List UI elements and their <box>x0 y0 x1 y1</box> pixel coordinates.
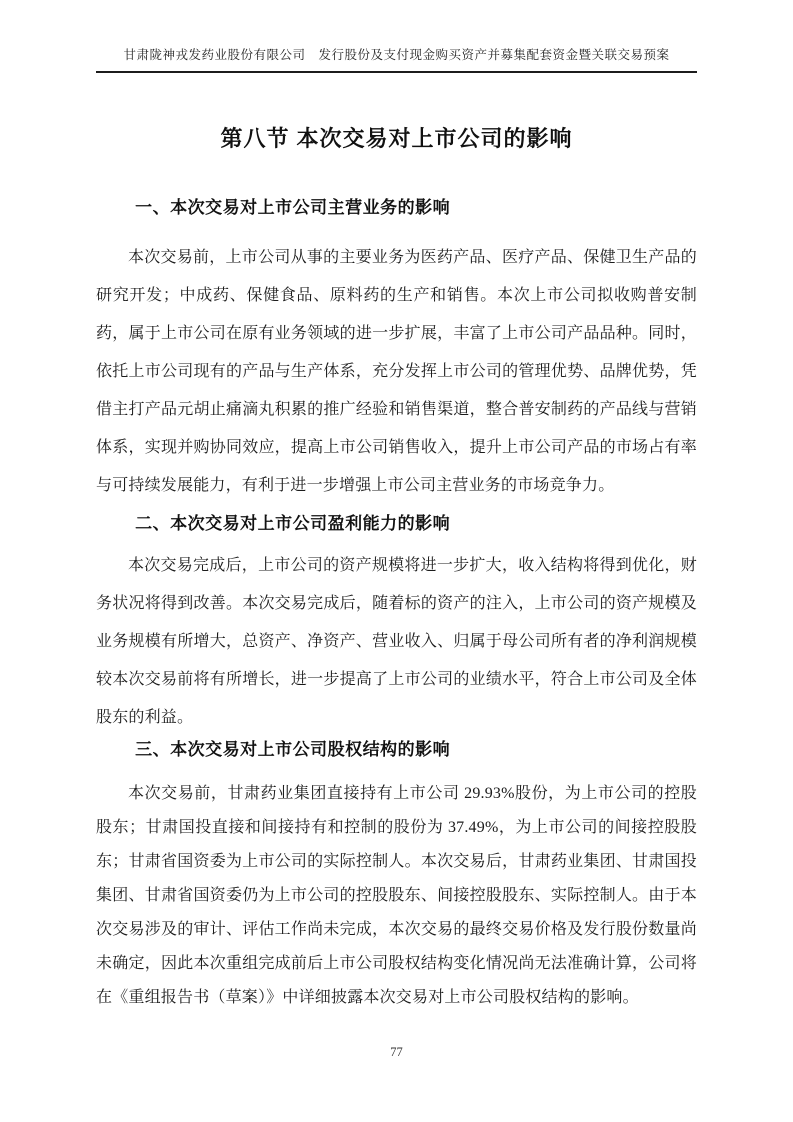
section-paragraph-2: 本次交易完成后，上市公司的资产规模将进一步扩大，收入结构将得到优化，财务状况将得到改善。本次交易完成后，随着标的资产的注入，上市公司的资产规模及业务规模有所增大，总资产、净资产、营业收入、归属于母公司所有者的净利润规模较本次交易前将有所增长，进一步提高了上市公司的业绩水平，符合上市公司及全体股东的利益。 <box>96 557 697 726</box>
section-paragraph-3: 本次交易前，甘肃药业集团直接持有上市公司 29.93%股份，为上市公司的控股股东；甘肃国投直接和间接持有和控制的股份为 37.49%，为上市公司的间接控股股东；甘肃省国资委为上市公司的实际控制人。本次交易后，甘肃药业集团、甘肃国投集团、甘肃省国资委仍为上市公司的控股股东、间接控股股东、实际控制人。由于本次交易涉及的审计、评估工作尚未完成，本次交易的最终交易价格及发行股份数量尚未确定，因此本次重组完成前后上市公司股权结构变化情况尚无法准确计算，公司将在《重组报告书（草案）》中详细披露本次交易对上市公司股权结构的影响。 <box>96 785 697 1006</box>
section-paragraph-1: 本次交易前，上市公司从事的主要业务为医药产品、医疗产品、保健卫生产品的研究开发；中成药、保健食品、原料药的生产和销售。本次上市公司拟收购普安制药，属于上市公司在原有业务领域的进一步扩展，丰富了上市公司产品品种。同时，依托上市公司现有的产品与生产体系，充分发挥上市公司的管理优势、品牌优势，凭借主打产品元胡止痛滴丸积累的推广经验和销售渠道，整合普安制药的产品线与营销体系，实现并购协同效应，提高上市公司销售收入，提升上市公司产品的市场占有率与可持续发展能力，有利于进一步增强上市公司主营业务的市场竞争力。 <box>96 249 697 494</box>
page-title: 第八节 本次交易对上市公司的影响 <box>220 126 573 151</box>
page-number: 77 <box>390 1045 403 1059</box>
section-heading-3: 三、本次交易对上市公司股权结构的影响 <box>135 740 451 759</box>
page-header: 甘肃陇神戎发药业股份有限公司 发行股份及支付现金购买资产并募集配套资金暨关联交易预案 <box>96 46 697 73</box>
section-heading-2: 二、本次交易对上市公司盈利能力的影响 <box>135 514 451 533</box>
section-heading-1: 一、本次交易对上市公司主营业务的影响 <box>135 198 451 217</box>
